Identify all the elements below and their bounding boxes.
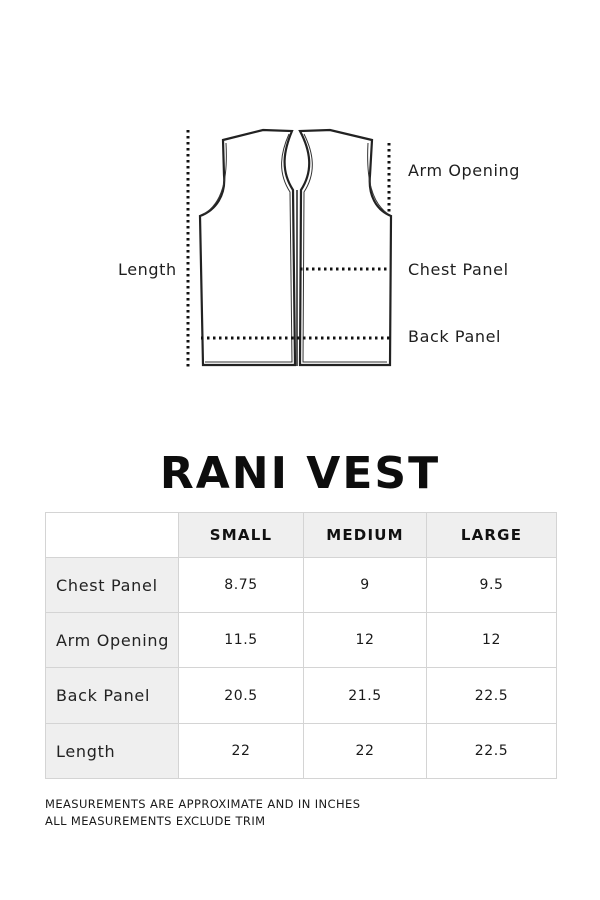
- length-label: Length: [118, 260, 177, 279]
- measurement-notes: [45, 796, 360, 830]
- table-header-row: [46, 513, 557, 558]
- vest-illustration: [0, 0, 600, 420]
- row-label-arm-opening: Arm Opening: [46, 613, 179, 668]
- cell-back-panel-medium: 21.5: [304, 668, 427, 724]
- table-row: [46, 668, 557, 724]
- row-label-chest-panel: Chest Panel: [46, 558, 179, 613]
- cell-chest-panel-large: 9.5: [427, 558, 557, 613]
- note-exclude-trim: ALL MEASUREMENTS EXCLUDE TRIM: [45, 814, 266, 828]
- cell-arm-opening-medium: 12: [304, 613, 427, 668]
- vest-measurement-diagram: [0, 0, 600, 420]
- cell-length-medium: 22: [304, 724, 427, 779]
- cell-back-panel-large: 22.5: [427, 668, 557, 724]
- column-header-large: LARGE: [427, 513, 557, 558]
- table-row: [46, 558, 557, 613]
- column-header-small: SMALL: [179, 513, 304, 558]
- cell-arm-opening-small: 11.5: [179, 613, 304, 668]
- table-row: [46, 613, 557, 668]
- vest-left-front-outline: [200, 130, 295, 365]
- table-row: [46, 724, 557, 779]
- row-label-back-panel: Back Panel: [46, 668, 179, 724]
- product-title: RANI VEST: [159, 448, 441, 499]
- column-header-medium: MEDIUM: [304, 513, 427, 558]
- vest-right-front-outline: [300, 130, 391, 365]
- arm-opening-label: Arm Opening: [408, 161, 520, 180]
- back-panel-label: Back Panel: [408, 327, 502, 346]
- cell-chest-panel-medium: 9: [304, 558, 427, 613]
- cell-arm-opening-large: 12: [427, 613, 557, 668]
- table-corner-cell: [46, 513, 179, 558]
- row-label-length: Length: [46, 724, 179, 779]
- note-approximate: MEASUREMENTS ARE APPROXIMATE AND IN INCHES: [45, 797, 361, 811]
- cell-chest-panel-small: 8.75: [179, 558, 304, 613]
- cell-length-small: 22: [179, 724, 304, 779]
- size-chart-table: [45, 512, 557, 779]
- chest-panel-label: Chest Panel: [408, 260, 509, 279]
- cell-length-large: 22.5: [427, 724, 557, 779]
- cell-back-panel-small: 20.5: [179, 668, 304, 724]
